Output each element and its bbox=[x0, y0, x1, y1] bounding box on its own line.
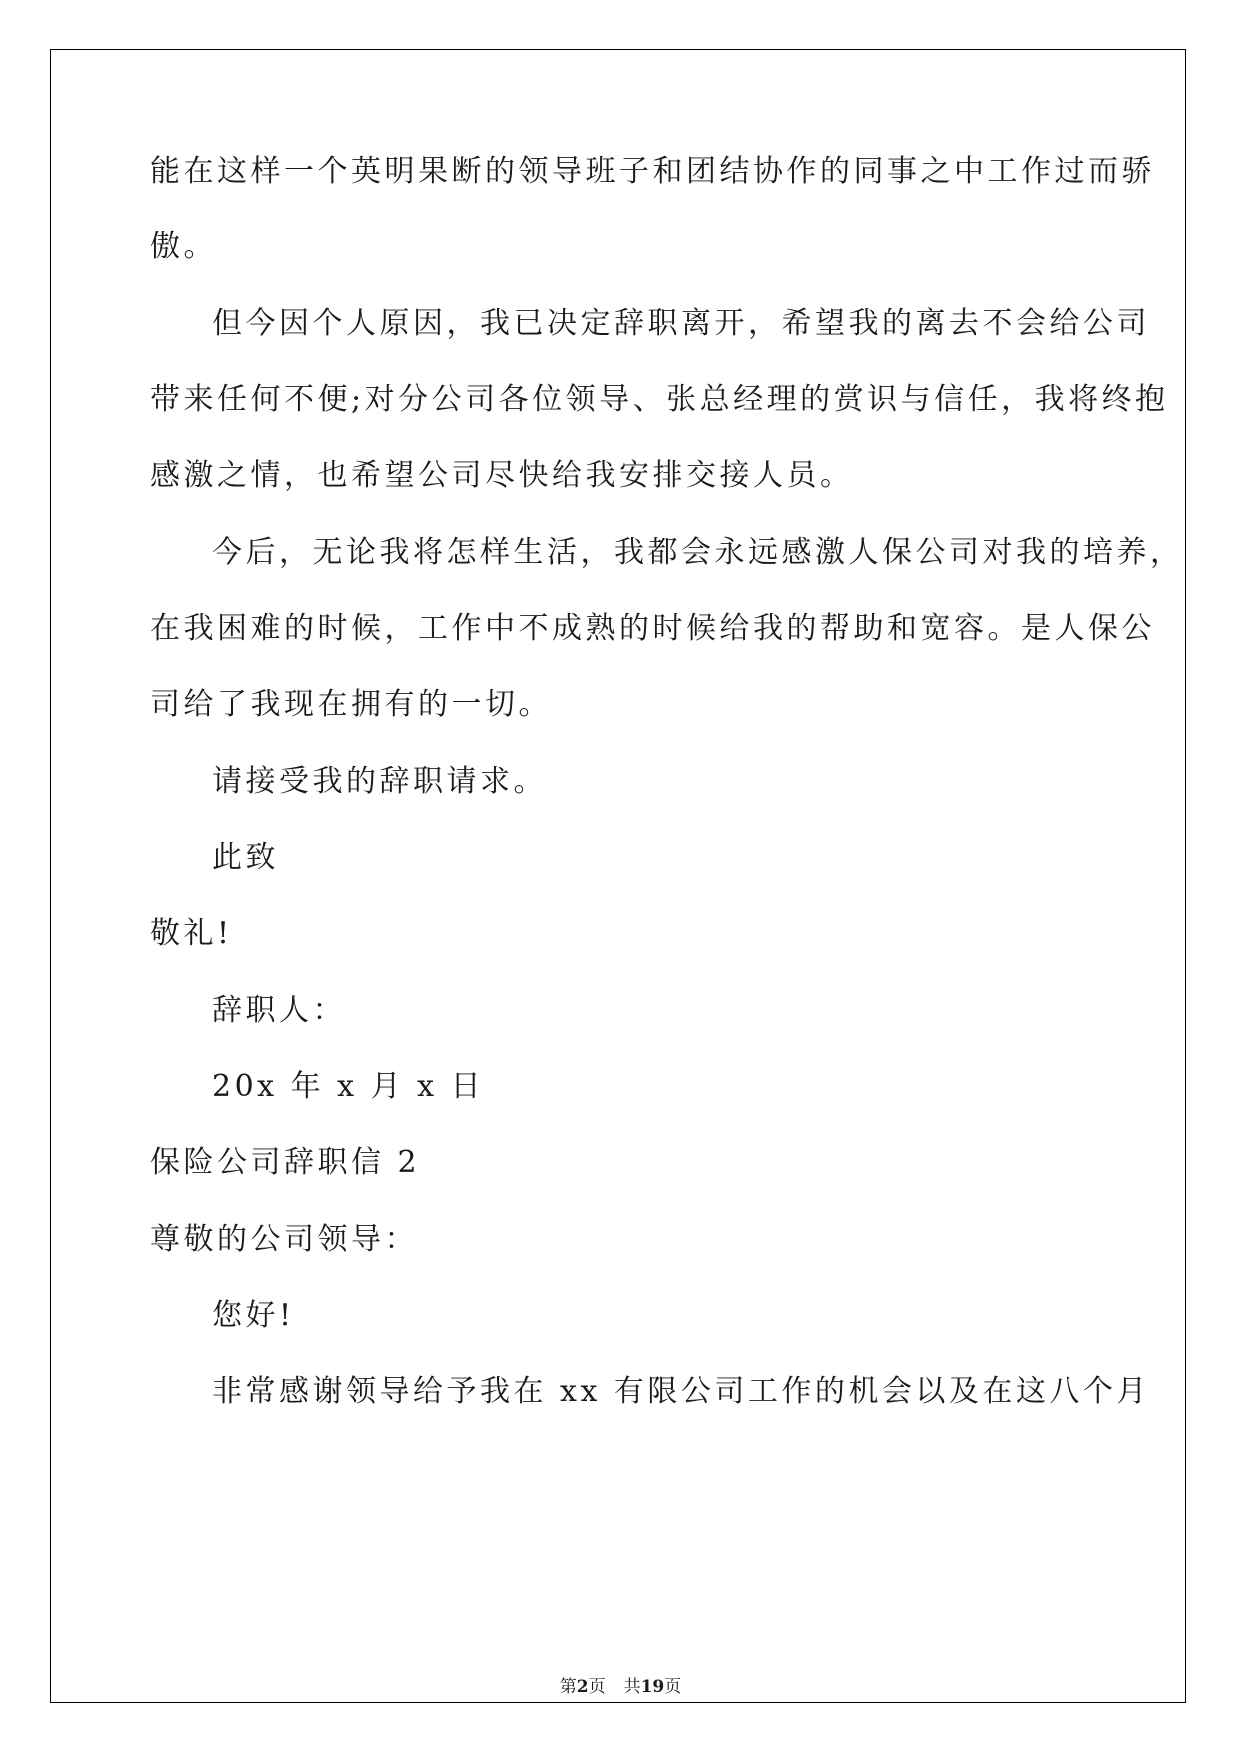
greeting-line: 尊敬的公司领导： bbox=[150, 1222, 418, 1257]
body-line: 傲。 bbox=[150, 229, 217, 264]
greeting-line: 您好! bbox=[212, 1298, 295, 1333]
signature-line: 辞职人： bbox=[212, 993, 346, 1028]
paragraph-line: 今后，无论我将怎样生活，我都会永远感激人保公司对我的培养， bbox=[212, 535, 1184, 570]
page-number: 2 bbox=[576, 1677, 589, 1697]
section-heading: 保险公司辞职信 2 bbox=[150, 1145, 421, 1180]
page-footer bbox=[0, 1676, 1241, 1698]
closing-line: 此致 bbox=[212, 840, 279, 875]
paragraph-line: 非常感谢领导给予我在 xx 有限公司工作的机会以及在这八个月 bbox=[212, 1374, 1150, 1409]
date-line: 20x 年 x 月 x 日 bbox=[212, 1069, 485, 1104]
page-prefix: 第 bbox=[559, 1677, 577, 1697]
request-line: 请接受我的辞职请求。 bbox=[212, 764, 547, 799]
total-prefix: 共 bbox=[623, 1677, 641, 1697]
salutation-line: 敬礼! bbox=[150, 916, 233, 951]
body-line: 带来任何不便;对分公司各位领导、张总经理的赏识与信任，我将终抱 bbox=[150, 382, 1169, 417]
body-line: 在我困难的时候，工作中不成熟的时候给我的帮助和宽容。是人保公 bbox=[150, 611, 1155, 646]
body-line: 感激之情，也希望公司尽快给我安排交接人员。 bbox=[150, 458, 854, 493]
total-suffix: 页 bbox=[664, 1677, 682, 1697]
paragraph-line: 但今因个人原因，我已决定辞职离开，希望我的离去不会给公司 bbox=[212, 306, 1150, 341]
total-pages: 19 bbox=[640, 1677, 665, 1697]
body-line: 能在这样一个英明果断的领导班子和团结协作的同事之中工作过而骄 bbox=[150, 154, 1155, 189]
page-suffix: 页 bbox=[588, 1677, 606, 1697]
body-line: 司给了我现在拥有的一切。 bbox=[150, 687, 552, 722]
